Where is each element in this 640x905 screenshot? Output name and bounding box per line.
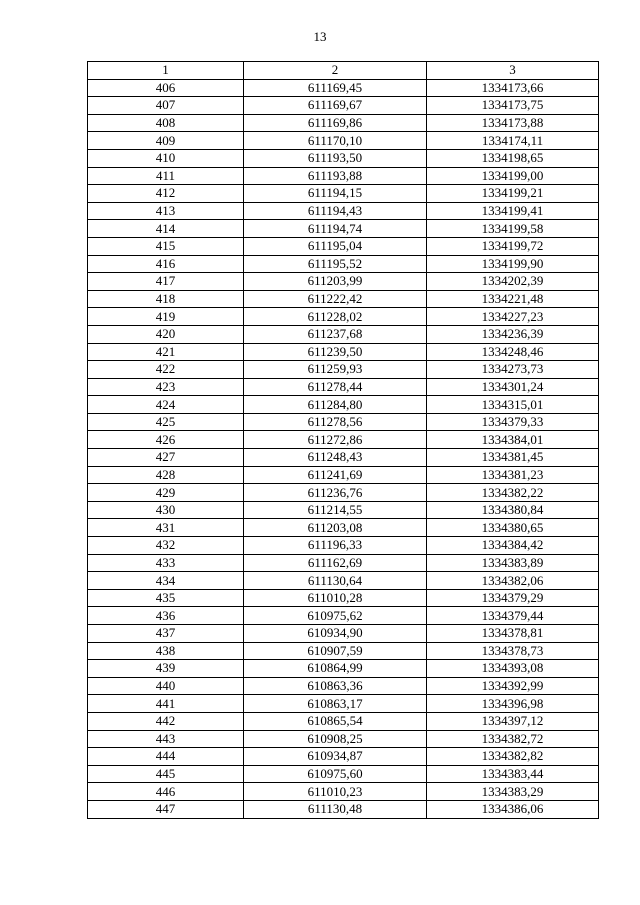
cell-point-number: 407: [88, 97, 244, 115]
cell-point-number: 426: [88, 431, 244, 449]
page-number: 13: [313, 29, 327, 44]
cell-point-number: 424: [88, 396, 244, 414]
cell-x-coordinate: 610975,62: [244, 607, 427, 625]
cell-y-coordinate: 1334202,39: [427, 273, 599, 291]
cell-y-coordinate: 1334199,90: [427, 255, 599, 273]
cell-point-number: 432: [88, 537, 244, 555]
table-row: [88, 660, 599, 678]
table-row: [88, 554, 599, 572]
cell-y-coordinate: 1334382,82: [427, 748, 599, 766]
table-row: [88, 431, 599, 449]
cell-x-coordinate: 610934,87: [244, 748, 427, 766]
cell-y-coordinate: 1334236,39: [427, 325, 599, 343]
table-row: [88, 237, 599, 255]
cell-x-coordinate: 611241,69: [244, 466, 427, 484]
cell-x-coordinate: 610864,99: [244, 660, 427, 678]
cell-y-coordinate: 1334198,65: [427, 149, 599, 167]
table-row: [88, 185, 599, 203]
header-row: [88, 62, 599, 80]
cell-y-coordinate: 1334221,48: [427, 290, 599, 308]
cell-point-number: 412: [88, 185, 244, 203]
cell-point-number: 416: [88, 255, 244, 273]
cell-y-coordinate: 1334382,72: [427, 730, 599, 748]
cell-point-number: 419: [88, 308, 244, 326]
cell-x-coordinate: 611010,23: [244, 783, 427, 801]
cell-x-coordinate: 611130,64: [244, 572, 427, 590]
table-row: [88, 413, 599, 431]
cell-point-number: 428: [88, 466, 244, 484]
cell-point-number: 440: [88, 677, 244, 695]
cell-y-coordinate: 1334383,89: [427, 554, 599, 572]
cell-x-coordinate: 611194,43: [244, 202, 427, 220]
cell-y-coordinate: 1334199,58: [427, 220, 599, 238]
cell-point-number: 418: [88, 290, 244, 308]
cell-x-coordinate: 611214,55: [244, 501, 427, 519]
table-row: [88, 695, 599, 713]
cell-y-coordinate: 1334199,00: [427, 167, 599, 185]
cell-y-coordinate: 1334173,66: [427, 79, 599, 97]
cell-y-coordinate: 1334199,41: [427, 202, 599, 220]
cell-point-number: 417: [88, 273, 244, 291]
cell-y-coordinate: 1334174,11: [427, 132, 599, 150]
cell-y-coordinate: 1334379,33: [427, 413, 599, 431]
cell-y-coordinate: 1334301,24: [427, 378, 599, 396]
table-row: [88, 730, 599, 748]
cell-y-coordinate: 1334173,88: [427, 114, 599, 132]
column-header-y: 3: [427, 62, 599, 80]
table-row: [88, 748, 599, 766]
cell-point-number: 447: [88, 800, 244, 818]
cell-y-coordinate: 1334378,81: [427, 625, 599, 643]
cell-x-coordinate: 610908,25: [244, 730, 427, 748]
cell-x-coordinate: 611194,15: [244, 185, 427, 203]
table-row: [88, 642, 599, 660]
cell-point-number: 423: [88, 378, 244, 396]
cell-x-coordinate: 611284,80: [244, 396, 427, 414]
table-row: [88, 396, 599, 414]
cell-y-coordinate: 1334378,73: [427, 642, 599, 660]
cell-x-coordinate: 611239,50: [244, 343, 427, 361]
cell-x-coordinate: 611170,10: [244, 132, 427, 150]
cell-point-number: 444: [88, 748, 244, 766]
cell-x-coordinate: 610863,17: [244, 695, 427, 713]
cell-x-coordinate: 611169,67: [244, 97, 427, 115]
table-row: [88, 625, 599, 643]
cell-x-coordinate: 611203,99: [244, 273, 427, 291]
cell-y-coordinate: 1334315,01: [427, 396, 599, 414]
cell-x-coordinate: 611193,50: [244, 149, 427, 167]
table-row: [88, 79, 599, 97]
cell-x-coordinate: 610975,60: [244, 765, 427, 783]
cell-point-number: 439: [88, 660, 244, 678]
cell-x-coordinate: 610863,36: [244, 677, 427, 695]
cell-x-coordinate: 610865,54: [244, 712, 427, 730]
cell-x-coordinate: 611194,74: [244, 220, 427, 238]
cell-x-coordinate: 611162,69: [244, 554, 427, 572]
cell-point-number: 438: [88, 642, 244, 660]
cell-point-number: 413: [88, 202, 244, 220]
cell-y-coordinate: 1334393,08: [427, 660, 599, 678]
cell-point-number: 443: [88, 730, 244, 748]
cell-x-coordinate: 611196,33: [244, 537, 427, 555]
cell-y-coordinate: 1334392,99: [427, 677, 599, 695]
cell-x-coordinate: 610907,59: [244, 642, 427, 660]
cell-y-coordinate: 1334396,98: [427, 695, 599, 713]
cell-x-coordinate: 611193,88: [244, 167, 427, 185]
table-row: [88, 325, 599, 343]
table-row: [88, 765, 599, 783]
table-row: [88, 378, 599, 396]
table-row: [88, 519, 599, 537]
cell-x-coordinate: 611237,68: [244, 325, 427, 343]
cell-y-coordinate: 1334173,75: [427, 97, 599, 115]
table-row: [88, 255, 599, 273]
table-row: [88, 290, 599, 308]
cell-point-number: 437: [88, 625, 244, 643]
table-row: [88, 712, 599, 730]
cell-point-number: 446: [88, 783, 244, 801]
cell-point-number: 434: [88, 572, 244, 590]
table-row: [88, 132, 599, 150]
table-row: [88, 501, 599, 519]
cell-y-coordinate: 1334382,22: [427, 484, 599, 502]
table-row: [88, 783, 599, 801]
table-row: [88, 466, 599, 484]
cell-point-number: 445: [88, 765, 244, 783]
table-row: [88, 114, 599, 132]
cell-x-coordinate: 611222,42: [244, 290, 427, 308]
cell-x-coordinate: 610934,90: [244, 625, 427, 643]
cell-x-coordinate: 611130,48: [244, 800, 427, 818]
cell-x-coordinate: 611195,04: [244, 237, 427, 255]
cell-x-coordinate: 611228,02: [244, 308, 427, 326]
cell-point-number: 408: [88, 114, 244, 132]
table-row: [88, 361, 599, 379]
cell-x-coordinate: 611236,76: [244, 484, 427, 502]
cell-point-number: 406: [88, 79, 244, 97]
cell-point-number: 427: [88, 449, 244, 467]
table-row: [88, 343, 599, 361]
table-row: [88, 484, 599, 502]
cell-point-number: 442: [88, 712, 244, 730]
table-row: [88, 607, 599, 625]
cell-y-coordinate: 1334381,45: [427, 449, 599, 467]
table-row: [88, 449, 599, 467]
cell-point-number: 433: [88, 554, 244, 572]
cell-y-coordinate: 1334199,72: [427, 237, 599, 255]
cell-x-coordinate: 611248,43: [244, 449, 427, 467]
cell-point-number: 409: [88, 132, 244, 150]
table-body: [88, 79, 599, 818]
table-header: [88, 62, 599, 80]
cell-point-number: 410: [88, 149, 244, 167]
table-row: [88, 202, 599, 220]
cell-y-coordinate: 1334379,29: [427, 589, 599, 607]
table-row: [88, 273, 599, 291]
cell-y-coordinate: 1334248,46: [427, 343, 599, 361]
cell-x-coordinate: 611203,08: [244, 519, 427, 537]
coordinates-table: [87, 61, 599, 819]
cell-y-coordinate: 1334380,65: [427, 519, 599, 537]
column-header-number: 1: [88, 62, 244, 80]
cell-point-number: 415: [88, 237, 244, 255]
cell-point-number: 430: [88, 501, 244, 519]
cell-point-number: 414: [88, 220, 244, 238]
cell-y-coordinate: 1334227,23: [427, 308, 599, 326]
cell-y-coordinate: 1334383,44: [427, 765, 599, 783]
table-row: [88, 308, 599, 326]
cell-x-coordinate: 611278,56: [244, 413, 427, 431]
cell-point-number: 422: [88, 361, 244, 379]
cell-y-coordinate: 1334379,44: [427, 607, 599, 625]
cell-point-number: 431: [88, 519, 244, 537]
cell-x-coordinate: 611259,93: [244, 361, 427, 379]
cell-y-coordinate: 1334397,12: [427, 712, 599, 730]
cell-y-coordinate: 1334381,23: [427, 466, 599, 484]
cell-point-number: 436: [88, 607, 244, 625]
table-row: [88, 572, 599, 590]
cell-point-number: 435: [88, 589, 244, 607]
table-row: [88, 537, 599, 555]
cell-x-coordinate: 611272,86: [244, 431, 427, 449]
cell-y-coordinate: 1334386,06: [427, 800, 599, 818]
table-row: [88, 677, 599, 695]
cell-y-coordinate: 1334384,42: [427, 537, 599, 555]
table-row: [88, 589, 599, 607]
table-row: [88, 800, 599, 818]
cell-point-number: 429: [88, 484, 244, 502]
cell-y-coordinate: 1334199,21: [427, 185, 599, 203]
cell-y-coordinate: 1334380,84: [427, 501, 599, 519]
cell-x-coordinate: 611169,86: [244, 114, 427, 132]
cell-y-coordinate: 1334382,06: [427, 572, 599, 590]
cell-y-coordinate: 1334273,73: [427, 361, 599, 379]
cell-point-number: 411: [88, 167, 244, 185]
table-row: [88, 167, 599, 185]
cell-x-coordinate: 611195,52: [244, 255, 427, 273]
cell-point-number: 425: [88, 413, 244, 431]
cell-x-coordinate: 611169,45: [244, 79, 427, 97]
cell-point-number: 441: [88, 695, 244, 713]
cell-y-coordinate: 1334383,29: [427, 783, 599, 801]
cell-x-coordinate: 611010,28: [244, 589, 427, 607]
table-row: [88, 97, 599, 115]
cell-point-number: 421: [88, 343, 244, 361]
column-header-x: 2: [244, 62, 427, 80]
cell-x-coordinate: 611278,44: [244, 378, 427, 396]
table-row: [88, 149, 599, 167]
table-row: [88, 220, 599, 238]
cell-point-number: 420: [88, 325, 244, 343]
cell-y-coordinate: 1334384,01: [427, 431, 599, 449]
